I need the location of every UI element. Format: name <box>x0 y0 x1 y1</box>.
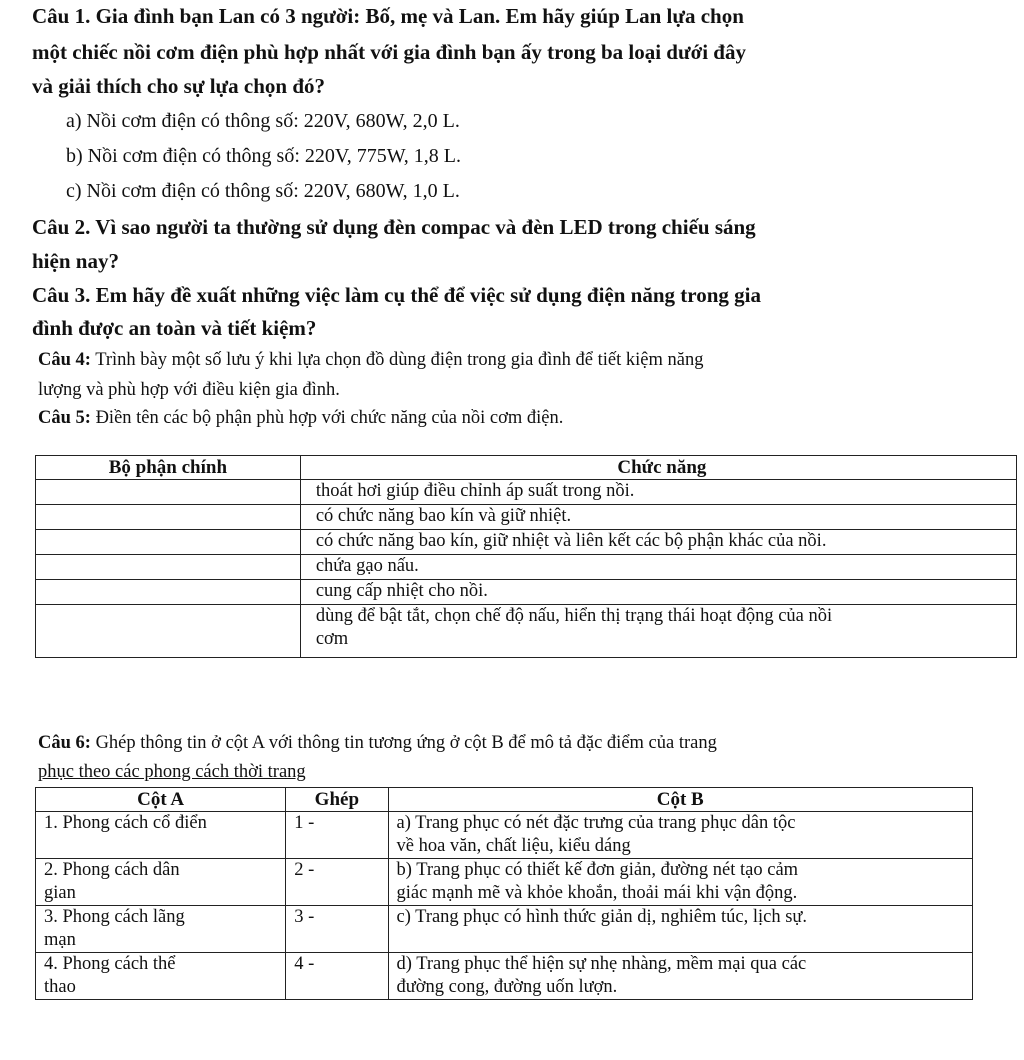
header-main-part: Bộ phận chính <box>36 456 301 480</box>
question-3-line-2: đình được an toàn và tiết kiệm? <box>32 316 317 340</box>
question-1-option-c: c) Nồi cơm điện có thông số: 220V, 680W, 1,0 L. <box>66 180 460 202</box>
rice-cooker-parts-table <box>35 455 1017 658</box>
column-b-cell <box>388 953 973 1000</box>
question-4-label: Câu 4: <box>38 350 91 370</box>
column-b-text: d) Trang phục thể hiện sự nhẹ nhàng, mềm mại qua các <box>396 954 807 974</box>
column-b-text: b) Trang phục có thiết kế đơn giản, đường nét tạo cảm <box>396 860 799 880</box>
table-header-row <box>36 456 1017 480</box>
question-3-line-1: Câu 3. Em hãy đề xuất những việc làm cụ thể để việc sử dụng điện năng trong gia <box>32 283 761 307</box>
question-2-line-2: hiện nay? <box>32 249 119 273</box>
function-cell: có chức năng bao kín, giữ nhiệt và liên kết các bộ phận khác của nồi. <box>300 530 1016 555</box>
question-4-line-2: lượng và phù hợp với điều kiện gia đình. <box>38 380 340 400</box>
column-b-cell <box>388 859 973 906</box>
question-4-line-1 <box>38 350 703 371</box>
column-b-text: a) Trang phục có nét đặc trưng của trang phục dân tộc <box>396 813 796 833</box>
part-answer-cell-5[interactable] <box>36 580 301 605</box>
fashion-style-matching-table <box>35 787 973 1000</box>
column-a-cell <box>36 953 286 1000</box>
table-row <box>36 859 973 906</box>
function-cell: cung cấp nhiệt cho nồi. <box>300 580 1016 605</box>
header-match: Ghép <box>286 788 388 812</box>
column-a-text-2: thao <box>44 977 76 997</box>
function-cell <box>300 605 1016 658</box>
column-a-text: 2. Phong cách dân <box>44 860 180 880</box>
question-2-line-1: Câu 2. Vì sao người ta thường sử dụng đèn compac và đèn LED trong chiếu sáng <box>32 215 756 239</box>
function-text-line: cơm <box>315 629 349 649</box>
question-5-text: Điền tên các bộ phận phù hợp với chức năng của nồi cơm điện. <box>90 408 564 428</box>
match-answer-cell[interactable]: 2 - <box>286 859 388 906</box>
question-1-option-a: a) Nồi cơm điện có thông số: 220V, 680W, 2,0 L. <box>66 110 460 132</box>
question-6-line-1 <box>38 733 717 754</box>
table-row <box>36 953 973 1000</box>
column-a-text-2: mạn <box>44 930 76 950</box>
column-b-text: c) Trang phục có hình thức giản dị, nghiêm túc, lịch sự. <box>396 907 808 927</box>
question-4-text: Trình bày một số lưu ý khi lựa chọn đồ dùng điện trong gia đình để tiết kiệm năng <box>90 350 704 370</box>
column-a-cell <box>36 859 286 906</box>
question-6-line-2 <box>38 762 306 783</box>
function-text-line: dùng để bật tắt, chọn chế độ nấu, hiển thị trạng thái hoạt động của nồi <box>315 606 833 626</box>
column-b-text-2: về hoa văn, chất liệu, kiểu dáng <box>396 836 631 856</box>
column-a-text-2: gian <box>44 883 76 903</box>
match-answer-cell[interactable]: 4 - <box>286 953 388 1000</box>
table-header-row <box>36 788 973 812</box>
table-row <box>36 605 1017 658</box>
header-column-b: Cột B <box>388 788 973 812</box>
column-a-text: 3. Phong cách lãng <box>44 907 185 927</box>
table-row <box>36 555 1017 580</box>
column-a-cell <box>36 906 286 953</box>
question-1-line-1: Câu 1. Gia đình bạn Lan có 3 người: Bố, mẹ và Lan. Em hãy giúp Lan lựa chọn <box>32 4 744 28</box>
table-row <box>36 906 973 953</box>
question-1-line-3: và giải thích cho sự lựa chọn đó? <box>32 74 325 98</box>
function-cell: thoát hơi giúp điều chỉnh áp suất trong nồi. <box>300 480 1016 505</box>
part-answer-cell-4[interactable] <box>36 555 301 580</box>
part-answer-cell-6[interactable] <box>36 605 301 658</box>
column-a-cell <box>36 812 286 859</box>
question-1-line-2: một chiếc nồi cơm điện phù hợp nhất với gia đình bạn ấy trong ba loại dưới đây <box>32 40 746 64</box>
question-5 <box>38 408 563 429</box>
header-function: Chức năng <box>300 456 1016 480</box>
table-row <box>36 812 973 859</box>
part-answer-cell-1[interactable] <box>36 480 301 505</box>
column-b-cell <box>388 906 973 953</box>
column-b-text-2: giác mạnh mẽ và khỏe khoắn, thoải mái khi vận động. <box>396 883 798 903</box>
header-column-a: Cột A <box>36 788 286 812</box>
question-1-option-b: b) Nồi cơm điện có thông số: 220V, 775W, 1,8 L. <box>66 145 461 167</box>
part-answer-cell-2[interactable] <box>36 505 301 530</box>
question-6-label: Câu 6: <box>38 733 91 753</box>
match-answer-cell[interactable]: 3 - <box>286 906 388 953</box>
question-6-text: Ghép thông tin ở cột A với thông tin tương ứng ở cột B để mô tả đặc điểm của trang <box>90 733 717 753</box>
column-a-text: 1. Phong cách cổ điển <box>44 813 207 833</box>
column-b-cell <box>388 812 973 859</box>
table-row <box>36 505 1017 530</box>
question-6-text-2: phục theo các phong cách thời trang <box>38 762 306 782</box>
table-row <box>36 580 1017 605</box>
function-cell: chứa gạo nấu. <box>300 555 1016 580</box>
column-a-text: 4. Phong cách thể <box>44 954 176 974</box>
table-row <box>36 530 1017 555</box>
question-5-label: Câu 5: <box>38 408 91 428</box>
table-row <box>36 480 1017 505</box>
column-b-text-2: đường cong, đường uốn lượn. <box>396 977 618 997</box>
part-answer-cell-3[interactable] <box>36 530 301 555</box>
function-cell: có chức năng bao kín và giữ nhiệt. <box>300 505 1016 530</box>
match-answer-cell[interactable]: 1 - <box>286 812 388 859</box>
